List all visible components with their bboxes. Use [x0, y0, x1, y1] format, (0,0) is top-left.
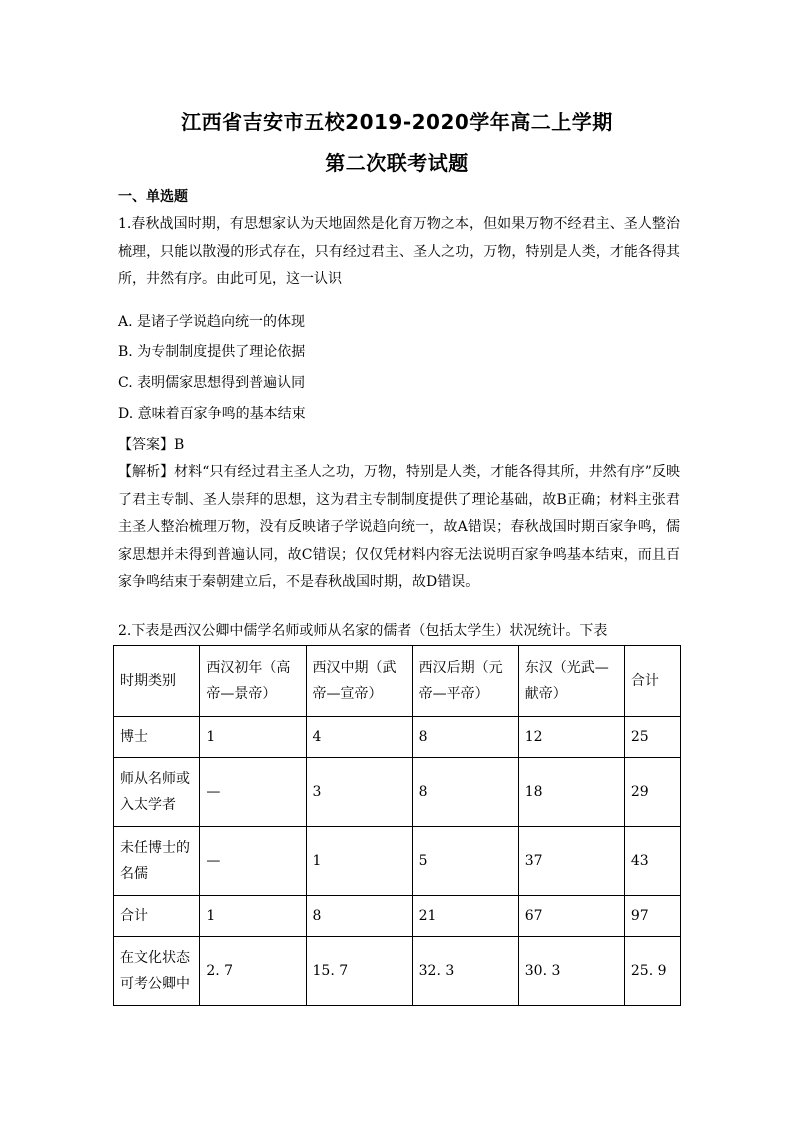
table-header-cell: 西汉后期（元帝—平帝）	[412, 646, 518, 717]
table-cell: —	[200, 758, 306, 827]
table-cell: 21	[412, 896, 518, 937]
document-subtitle: 第二次联考试题	[325, 151, 469, 175]
question-1-stem: 1.春秋战国时期，有思想家认为天地固然是化育万物之本，但如果万物不经君主、圣人整治梳理，只能以散漫的形式存在，只有经过君主、圣人之功，万物，特别是人类，才能各得其所，井然有序。由此可见，这一认识	[118, 216, 680, 287]
table-row	[114, 896, 681, 937]
table-row	[114, 937, 681, 1006]
table-cell: 4	[306, 717, 412, 758]
table-cell: 12	[518, 717, 624, 758]
table-header-cell: 时期类别	[114, 646, 200, 717]
statistics-table	[113, 645, 681, 1006]
table-cell: 8	[412, 758, 518, 827]
table-cell: 25. 9	[624, 937, 680, 1006]
table-row	[114, 827, 681, 896]
table-cell: 25	[624, 717, 680, 758]
table-row	[114, 717, 681, 758]
table-cell: 2. 7	[200, 937, 306, 1006]
table-cell: 5	[412, 827, 518, 896]
question-1-explanation: 【解析】材料“只有经过君主圣人之功，万物，特别是人类，才能各得其所，井然有序”反映了君主专制、圣人崇拜的思想，这为君主专制制度提供了理论基础，故B正确；材料主张君主圣人整治梳理万物，没有反映诸子学说趋向统一，故A错误；春秋战国时期百家争鸣，儒家思想并未得到普遍认同，故C错误；仅仅凭材料内容无法说明百家争鸣基本结束，而且百家争鸣结束于秦朝建立后，不是春秋战国时期，故D错误。	[118, 464, 680, 590]
table-row	[114, 758, 681, 827]
table-cell: 博士	[114, 717, 200, 758]
question-1-option-d: D. 意味着百家争鸣的基本结束	[118, 406, 306, 422]
table-cell: 在文化状态可考公卿中	[114, 937, 200, 1006]
table-cell: 67	[518, 896, 624, 937]
table-cell: 15. 7	[306, 937, 412, 1006]
table-header-cell: 西汉初年（高帝—景帝）	[200, 646, 306, 717]
table-cell: 合计	[114, 896, 200, 937]
question-1-option-a: A. 是诸子学说趋向统一的体现	[118, 314, 306, 330]
table-cell: 1	[200, 717, 306, 758]
question-1-option-b: B. 为专制制度提供了理论依据	[118, 344, 306, 360]
document-title: 江西省吉安市五校2019-2020学年高二上学期	[181, 110, 613, 134]
table-header-cell: 东汉（光武—献帝）	[518, 646, 624, 717]
table-cell: 3	[306, 758, 412, 827]
table-cell: 97	[624, 896, 680, 937]
table-header-cell: 西汉中期（武帝—宣帝）	[306, 646, 412, 717]
section-heading: 一、单选题	[118, 189, 188, 205]
table-cell: 18	[518, 758, 624, 827]
table-cell: 37	[518, 827, 624, 896]
question-2-stem: 2.下表是西汉公卿中儒学名师或师从名家的儒者（包括太学生）状况统计。下表	[118, 623, 608, 639]
table-header-row	[114, 646, 681, 717]
question-1-option-c: C. 表明儒家思想得到普遍认同	[118, 375, 306, 391]
table-cell: —	[200, 827, 306, 896]
table-cell: 30. 3	[518, 937, 624, 1006]
table-cell: 师从名师或入太学者	[114, 758, 200, 827]
table-cell: 32. 3	[412, 937, 518, 1006]
table-cell: 29	[624, 758, 680, 827]
table-cell: 8	[412, 717, 518, 758]
table-cell: 1	[200, 896, 306, 937]
table-cell: 1	[306, 827, 412, 896]
table-cell: 43	[624, 827, 680, 896]
table-header-cell: 合计	[624, 646, 680, 717]
table-cell: 8	[306, 896, 412, 937]
question-1-answer: 【答案】B	[118, 437, 185, 453]
table-cell: 未任博士的名儒	[114, 827, 200, 896]
